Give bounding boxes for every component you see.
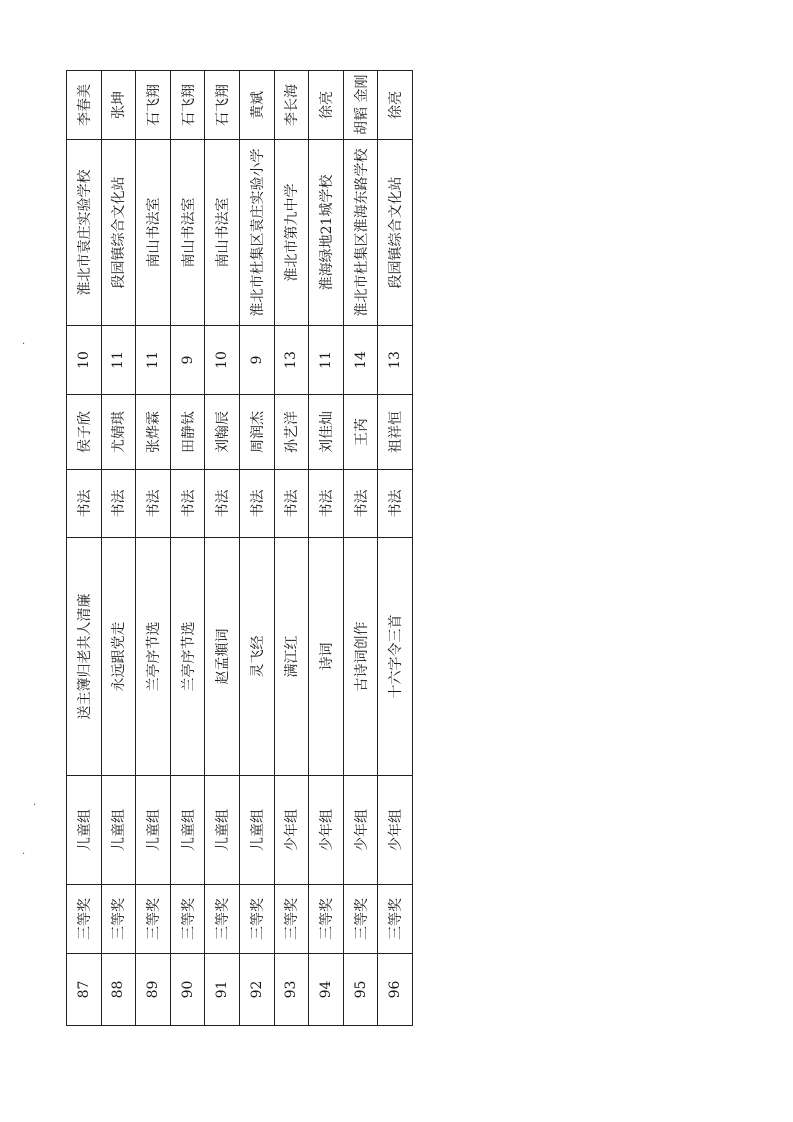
school-cell: 南山书法室 bbox=[205, 140, 240, 326]
work-title-cell: 兰亭序节选 bbox=[170, 538, 205, 776]
scan-mark: · bbox=[22, 849, 26, 860]
category-cell: 书法 bbox=[136, 470, 171, 538]
row-number-cell: 89 bbox=[136, 954, 171, 1026]
school-cell: 淮海绿地21城学校 bbox=[309, 140, 344, 326]
table-row bbox=[239, 71, 274, 1026]
work-title-cell: 诗词 bbox=[309, 538, 344, 776]
award-cell: 三等奖 bbox=[343, 885, 378, 954]
work-title-cell: 送主簿归老共人清廉 bbox=[67, 538, 102, 776]
student-name-cell: 刘翰辰 bbox=[205, 395, 240, 470]
group-cell: 儿童组 bbox=[239, 776, 274, 885]
school-cell: 段园镇综合文化站 bbox=[101, 140, 136, 326]
age-cell: 10 bbox=[205, 326, 240, 395]
award-cell: 三等奖 bbox=[136, 885, 171, 954]
scan-mark: · bbox=[33, 800, 37, 811]
table-row bbox=[205, 71, 240, 1026]
work-title-cell: 永远跟党走 bbox=[101, 538, 136, 776]
group-cell: 少年组 bbox=[274, 776, 309, 885]
student-name-cell: 尤婧琪 bbox=[101, 395, 136, 470]
category-cell: 书法 bbox=[274, 470, 309, 538]
table-row bbox=[309, 71, 344, 1026]
age-cell: 13 bbox=[378, 326, 413, 395]
school-cell: 段园镇综合文化站 bbox=[378, 140, 413, 326]
age-cell: 10 bbox=[67, 326, 102, 395]
group-cell: 少年组 bbox=[309, 776, 344, 885]
school-cell: 淮北市第九中学 bbox=[274, 140, 309, 326]
row-number-cell: 95 bbox=[343, 954, 378, 1026]
row-number-cell: 87 bbox=[67, 954, 102, 1026]
table-row bbox=[274, 71, 309, 1026]
teacher-cell: 张坤 bbox=[101, 71, 136, 140]
award-cell: 三等奖 bbox=[101, 885, 136, 954]
group-cell: 儿童组 bbox=[170, 776, 205, 885]
teacher-cell: 石飞翔 bbox=[205, 71, 240, 140]
school-cell: 南山书法室 bbox=[136, 140, 171, 326]
category-cell: 书法 bbox=[309, 470, 344, 538]
award-cell: 三等奖 bbox=[239, 885, 274, 954]
group-cell: 儿童组 bbox=[136, 776, 171, 885]
age-cell: 14 bbox=[343, 326, 378, 395]
student-name-cell: 周润杰 bbox=[239, 395, 274, 470]
category-cell: 书法 bbox=[170, 470, 205, 538]
teacher-cell: 石飞翔 bbox=[170, 71, 205, 140]
table-row bbox=[67, 71, 102, 1026]
age-cell: 13 bbox=[274, 326, 309, 395]
row-number-cell: 96 bbox=[378, 954, 413, 1026]
group-cell: 儿童组 bbox=[205, 776, 240, 885]
teacher-cell: 徐亮 bbox=[378, 71, 413, 140]
row-number-cell: 88 bbox=[101, 954, 136, 1026]
school-cell: 淮北市杜集区淮海东路学校 bbox=[343, 140, 378, 326]
category-cell: 书法 bbox=[101, 470, 136, 538]
rotated-table-wrapper bbox=[66, 71, 413, 1026]
category-cell: 书法 bbox=[67, 470, 102, 538]
scan-mark: · bbox=[22, 339, 26, 350]
table-body bbox=[67, 71, 413, 1026]
teacher-cell: 石飞翔 bbox=[136, 71, 171, 140]
teacher-cell: 徐亮 bbox=[309, 71, 344, 140]
award-cell: 三等奖 bbox=[170, 885, 205, 954]
award-cell: 三等奖 bbox=[205, 885, 240, 954]
table-row bbox=[136, 71, 171, 1026]
row-number-cell: 91 bbox=[205, 954, 240, 1026]
student-name-cell: 王芮 bbox=[343, 395, 378, 470]
teacher-cell: 李春美 bbox=[67, 71, 102, 140]
teacher-cell: 胡韬 金刚 bbox=[343, 71, 378, 140]
age-cell: 11 bbox=[309, 326, 344, 395]
award-cell: 三等奖 bbox=[67, 885, 102, 954]
teacher-cell: 李长海 bbox=[274, 71, 309, 140]
category-cell: 书法 bbox=[205, 470, 240, 538]
row-number-cell: 92 bbox=[239, 954, 274, 1026]
award-cell: 三等奖 bbox=[274, 885, 309, 954]
table-row bbox=[101, 71, 136, 1026]
student-name-cell: 孙艺洋 bbox=[274, 395, 309, 470]
age-cell: 9 bbox=[239, 326, 274, 395]
table-row bbox=[343, 71, 378, 1026]
student-name-cell: 张烨霖 bbox=[136, 395, 171, 470]
category-cell: 书法 bbox=[239, 470, 274, 538]
work-title-cell: 灵飞经 bbox=[239, 538, 274, 776]
table-row bbox=[378, 71, 413, 1026]
work-title-cell: 十六字令三首 bbox=[378, 538, 413, 776]
age-cell: 11 bbox=[136, 326, 171, 395]
group-cell: 少年组 bbox=[343, 776, 378, 885]
row-number-cell: 94 bbox=[309, 954, 344, 1026]
student-name-cell: 刘佳灿 bbox=[309, 395, 344, 470]
school-cell: 淮北市杜集区袁庄实验小学 bbox=[239, 140, 274, 326]
award-cell: 三等奖 bbox=[309, 885, 344, 954]
work-title-cell: 兰亭序节选 bbox=[136, 538, 171, 776]
table-row bbox=[170, 71, 205, 1026]
award-cell: 三等奖 bbox=[378, 885, 413, 954]
work-title-cell: 古诗词创作 bbox=[343, 538, 378, 776]
category-cell: 书法 bbox=[343, 470, 378, 538]
school-cell: 淮北市袁庄实验学校 bbox=[67, 140, 102, 326]
category-cell: 书法 bbox=[378, 470, 413, 538]
teacher-cell: 黄斌 bbox=[239, 71, 274, 140]
row-number-cell: 93 bbox=[274, 954, 309, 1026]
awards-table bbox=[66, 70, 413, 1026]
group-cell: 儿童组 bbox=[101, 776, 136, 885]
row-number-cell: 90 bbox=[170, 954, 205, 1026]
student-name-cell: 祖祥恒 bbox=[378, 395, 413, 470]
group-cell: 儿童组 bbox=[67, 776, 102, 885]
school-cell: 南山书法室 bbox=[170, 140, 205, 326]
age-cell: 11 bbox=[101, 326, 136, 395]
group-cell: 少年组 bbox=[378, 776, 413, 885]
age-cell: 9 bbox=[170, 326, 205, 395]
student-name-cell: 田静钛 bbox=[170, 395, 205, 470]
student-name-cell: 侯子欣 bbox=[67, 395, 102, 470]
work-title-cell: 赵孟頫词 bbox=[205, 538, 240, 776]
work-title-cell: 满江红 bbox=[274, 538, 309, 776]
